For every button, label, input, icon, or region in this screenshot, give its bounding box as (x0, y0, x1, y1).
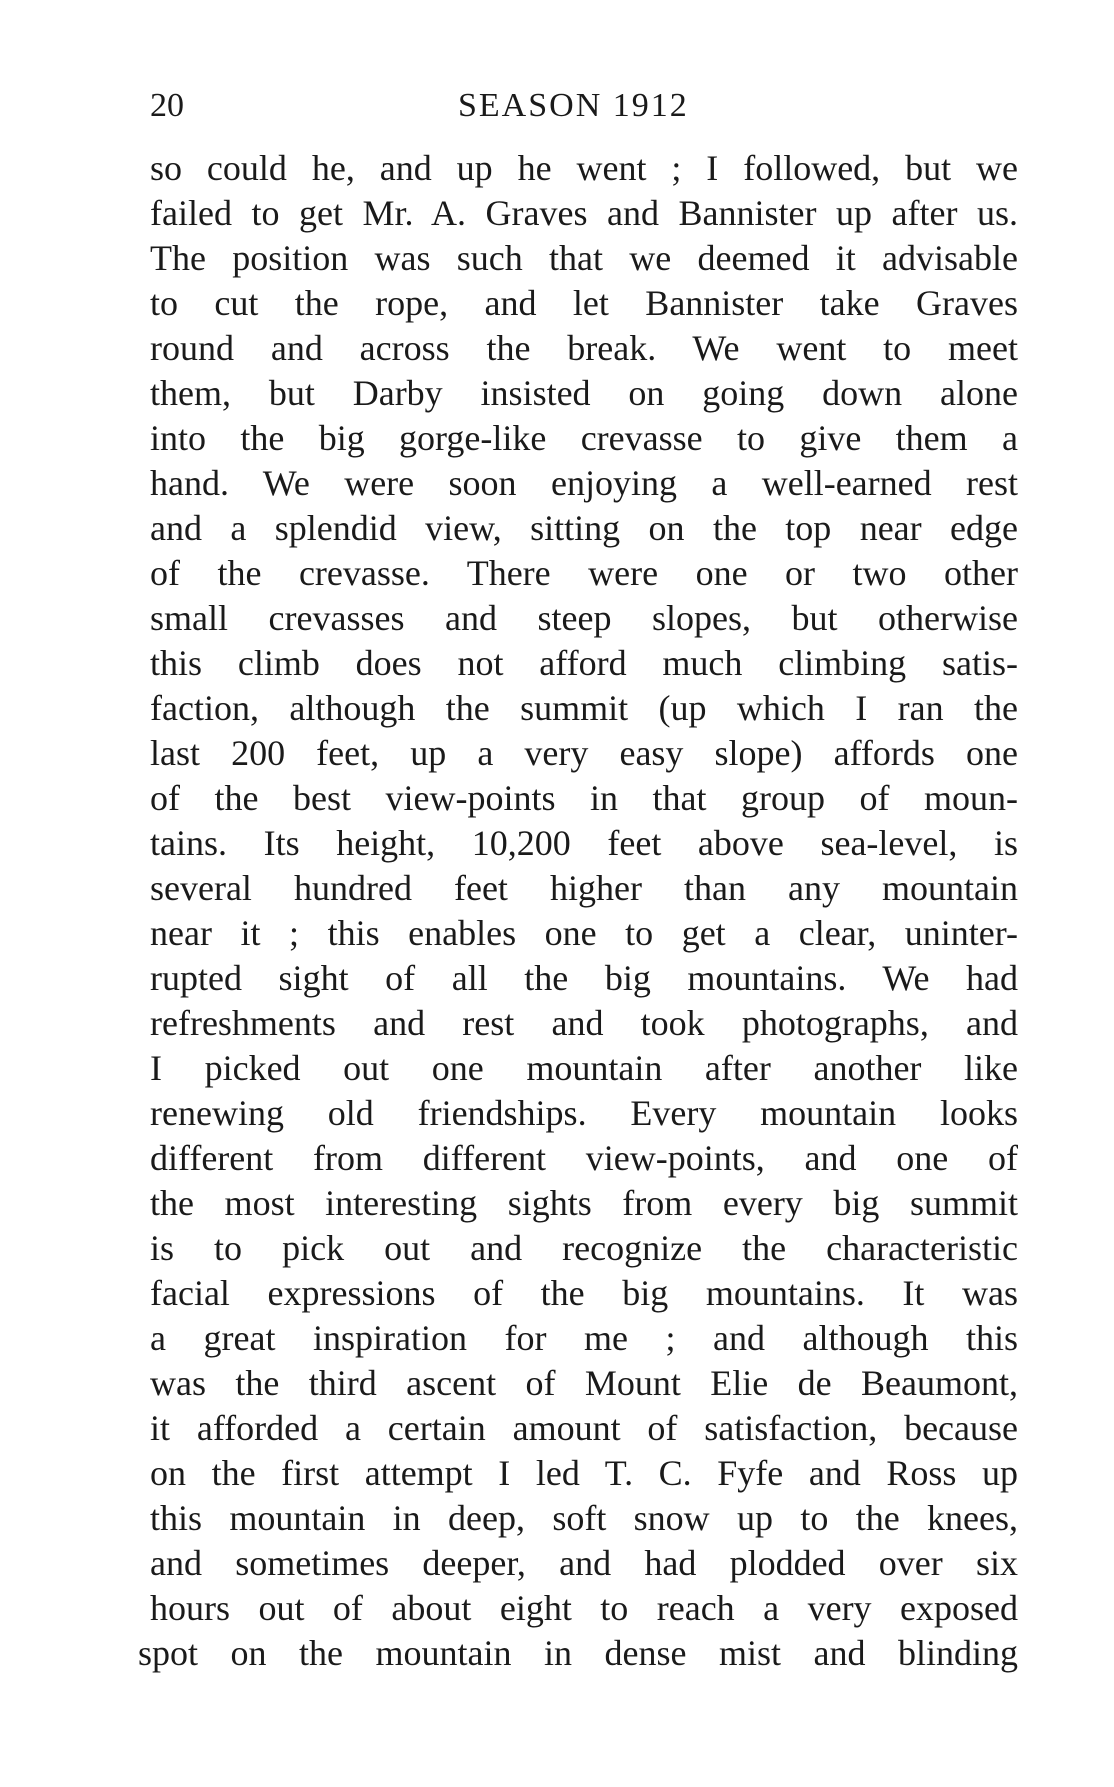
text-line: hours out of about eight to reach a very exposed (150, 1588, 1018, 1628)
text-line: is to pick out and recognize the characteristic (150, 1228, 1018, 1268)
text-line: several hundred feet higher than any mountain (150, 868, 1018, 908)
text-line: round and across the break. We went to meet (150, 328, 1018, 368)
text-line: spot on the mountain in dense mist and blinding (138, 1633, 1018, 1673)
text-line: hand. We were soon enjoying a well-earned rest (150, 463, 1018, 503)
text-line: it afforded a certain amount of satisfaction, because (150, 1408, 1018, 1448)
text-line: refreshments and rest and took photographs, and (150, 1003, 1018, 1043)
text-line: this mountain in deep, soft snow up to the knees, (150, 1498, 1018, 1538)
text-line: of the best view-points in that group of moun- (150, 778, 1018, 818)
text-line: failed to get Mr. A. Graves and Bannister up after us. (150, 193, 1018, 233)
text-line: last 200 feet, up a very easy slope) affords one (150, 733, 1018, 773)
text-line: tains. Its height, 10,200 feet above sea-level, is (150, 823, 1018, 863)
text-line: rupted sight of all the big mountains. We had (150, 958, 1018, 998)
text-line: this climb does not afford much climbing satis- (150, 643, 1018, 683)
text-line: so could he, and up he went ; I followed, but we (150, 148, 1018, 188)
running-title: SEASON 1912 (458, 87, 689, 124)
text-line: a great inspiration for me ; and although this (150, 1318, 1018, 1358)
text-line: small crevasses and steep slopes, but otherwise (150, 598, 1018, 638)
text-line: of the crevasse. There were one or two other (150, 553, 1018, 593)
text-line: faction, although the summit (up which I ran the (150, 688, 1018, 728)
text-line: different from different view-points, and one of (150, 1138, 1018, 1178)
text-line: was the third ascent of Mount Elie de Beaumont, (150, 1363, 1018, 1403)
text-line: facial expressions of the big mountains. It was (150, 1273, 1018, 1313)
text-line: The position was such that we deemed it advisable (150, 238, 1018, 278)
text-line: on the first attempt I led T. C. Fyfe and Ross up (150, 1453, 1018, 1493)
page-number: 20 (150, 87, 184, 124)
running-head (150, 84, 1018, 128)
text-line: I picked out one mountain after another like (150, 1048, 1018, 1088)
text-line: to cut the rope, and let Bannister take Graves (150, 283, 1018, 323)
body-text (138, 146, 1018, 1676)
text-line: near it ; this enables one to get a clear, uninter- (150, 913, 1018, 953)
text-line: the most interesting sights from every big summit (150, 1183, 1018, 1223)
text-line: renewing old friendships. Every mountain looks (150, 1093, 1018, 1133)
text-line: them, but Darby insisted on going down alone (150, 373, 1018, 413)
text-line: and sometimes deeper, and had plodded over six (150, 1543, 1018, 1583)
text-line: and a splendid view, sitting on the top near edge (150, 508, 1018, 548)
text-line: into the big gorge-like crevasse to give them a (150, 418, 1018, 458)
